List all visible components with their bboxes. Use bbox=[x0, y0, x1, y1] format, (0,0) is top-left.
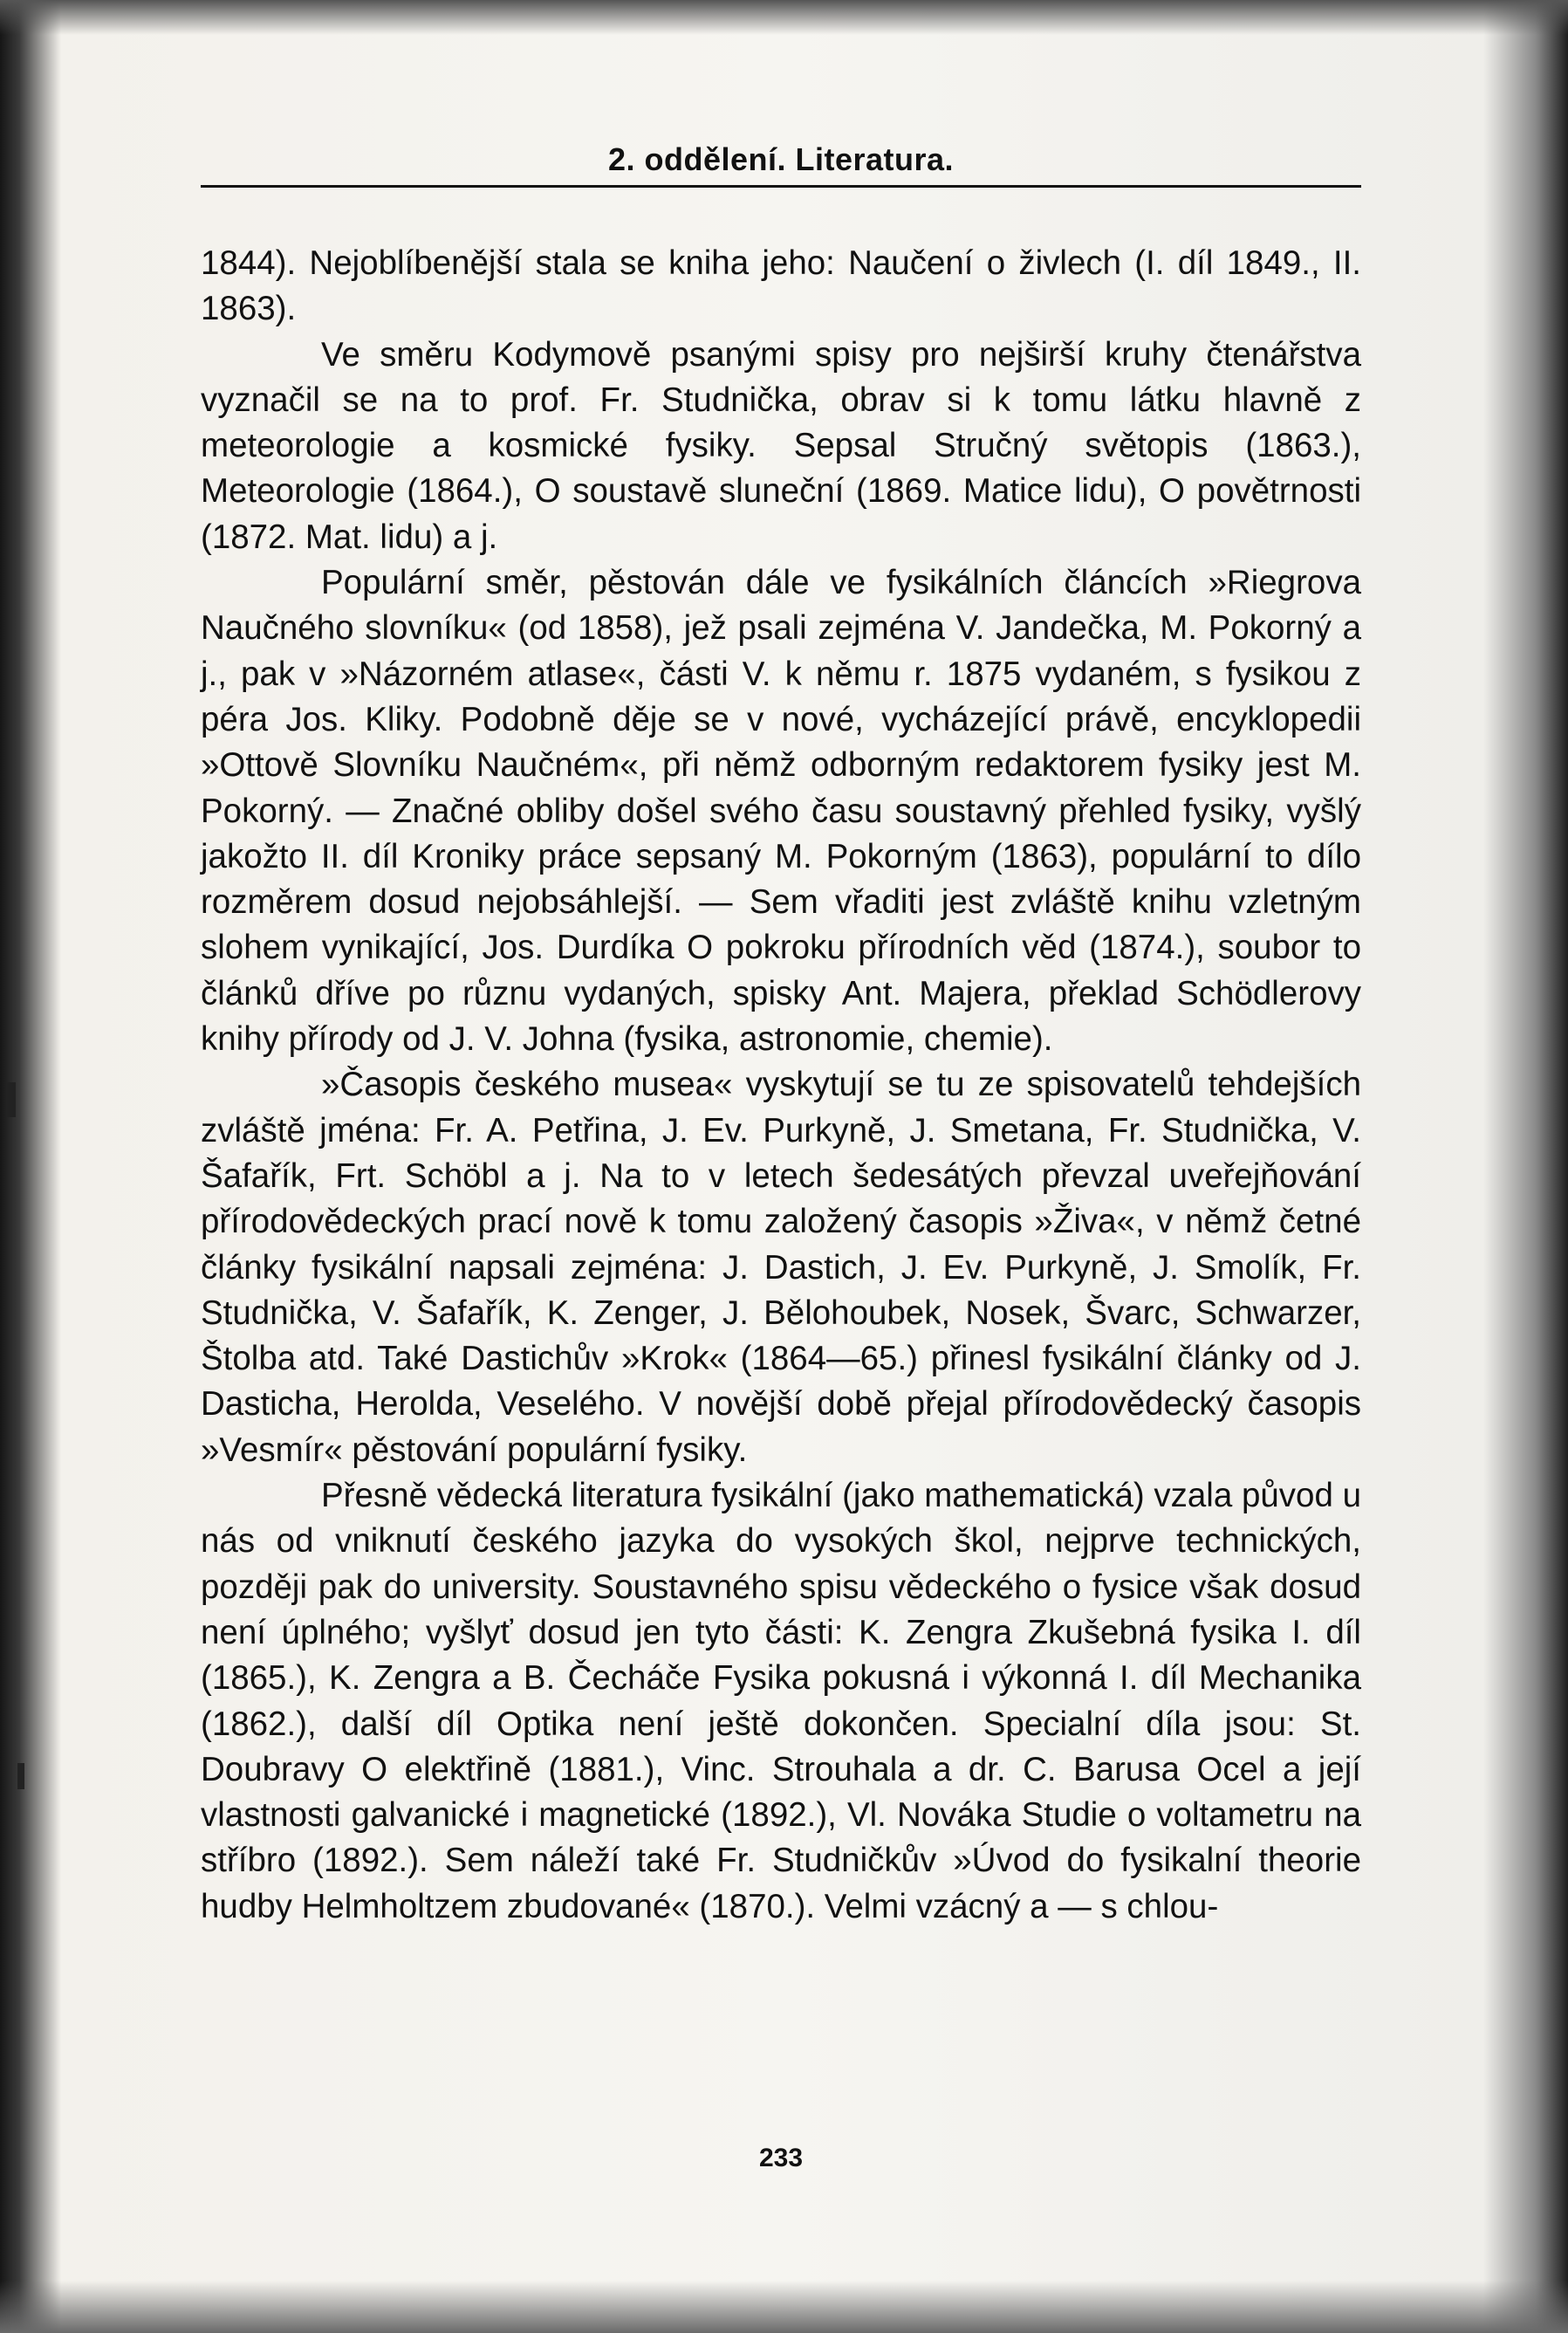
paragraph-1: 1844). Nejoblíbenější stala se kniha jeho: Naučení o živlech (I. díl 1849., II. 1863). bbox=[201, 244, 1361, 328]
paragraph-2: Ve směru Kodymově psanými spisy pro nejširší kruhy čtenářstva vyznačil se na to prof. Fr. Studnička, obrav si k tomu látku hlavně z meteorologie a kosmické fysiky. Sepsal Stručný světopis (1863.), Meteorologie (1864.), O soustavě sluneční (1869. Matice lidu), O povětrnosti (1872. Mat. lidu) a j. bbox=[201, 335, 1361, 556]
page-number: 233 bbox=[758, 2144, 804, 2172]
paragraph-3: Populární směr, pěstován dále ve fysikálních článcích »Riegrova Naučného slovníku« (od 1858), jež psali zejména V. Jandečka, M. Pokorný a j., pak v »Názorném atlase«, části V. k němu r. 1875 vydaném, s fysikou z péra Jos. Kliky. Podobně děje se v nové, vycházející právě, encyklopedii »Ottově Slovníku Naučném«, při němž odborným redaktorem fysiky jest M. Pokorný. — Značné obliby došel svého času soustavný přehled fysiky, vyšlý jakožto II. díl Kroniky práce sepsaný M. Pokorným (1863), populární to dílo rozměrem dosud nejobsáhlejší. — Sem vřaditi jest zvláště knihu vzletným slohem vynikající, Jos. Durdíka O pokroku přírodních věd (1874.), soubor to článků dříve po různu vydaných, spisky Ant. Majera, překlad Schödlerovy knihy přírody od J. V. Johna (fysika, astronomie, chemie). bbox=[201, 564, 1361, 1059]
binding-mark bbox=[17, 1763, 24, 1789]
paragraph-5: Přesně vědecká literatura fysikální (jako mathematická) vzala původ u nás od vniknutí českého jazyka do vysokých škol, nejprve technických, později pak do university. Soustavného spisu vědeckého o fysice však dosud není úplného; vyšlyť dosud jen tyto části: K. Zengra Zkušebná fysika I. díl (1865.), K. Zengra a B. Čecháče Fysika pokusná i výkonná I. díl Mechanika (1862.), další díl Optika není ještě dokončen. Specialní díla jsou: St. Doubravy O elektřině (1881.), Vinc. Strouhala a dr. C. Barusa Ocel a její vlastnosti galvanické i magnetické (1892.), Vl. Nováka Studie o voltametru na stříbro (1892.). Sem náleží také Fr. Studničkův »Úvod do fysikalní theorie hudby Helmholtzem zbudované« (1870.). Velmi vzácný a — s chlou- bbox=[201, 1477, 1361, 1925]
body-text bbox=[201, 241, 1361, 1930]
paragraph-4: »Časopis českého musea« vyskytují se tu ze spisovatelů tehdejších zvláště jména: Fr. A. Petřina, J. Ev. Purkyně, J. Smetana, Fr. Studnička, V. Šafařík, Frt. Schöbl a j. Na to v letech šedesátých převzal uveřejňování přírodovědeckých prací nově k tomu založený časopis »Živa«, v němž četné články fysikální napsali zejména: J. Dastich, J. Ev. Purkyně, J. Smolík, Fr. Studnička, V. Šafařík, K. Zenger, J. Bělohoubek, Nosek, Švarc, Schwarzer, Štolba atd. Také Dastichův »Krok« (1864—65.) přinesl fysikální články od J. Dasticha, Herolda, Veselého. V novější době přejal přírodovědecký časopis »Vesmír« pěstování populární fysiky. bbox=[201, 1066, 1361, 1469]
running-head: 2. oddělení. Literatura. bbox=[607, 141, 955, 177]
header-rule bbox=[201, 185, 1361, 188]
binding-mark bbox=[7, 1082, 16, 1117]
